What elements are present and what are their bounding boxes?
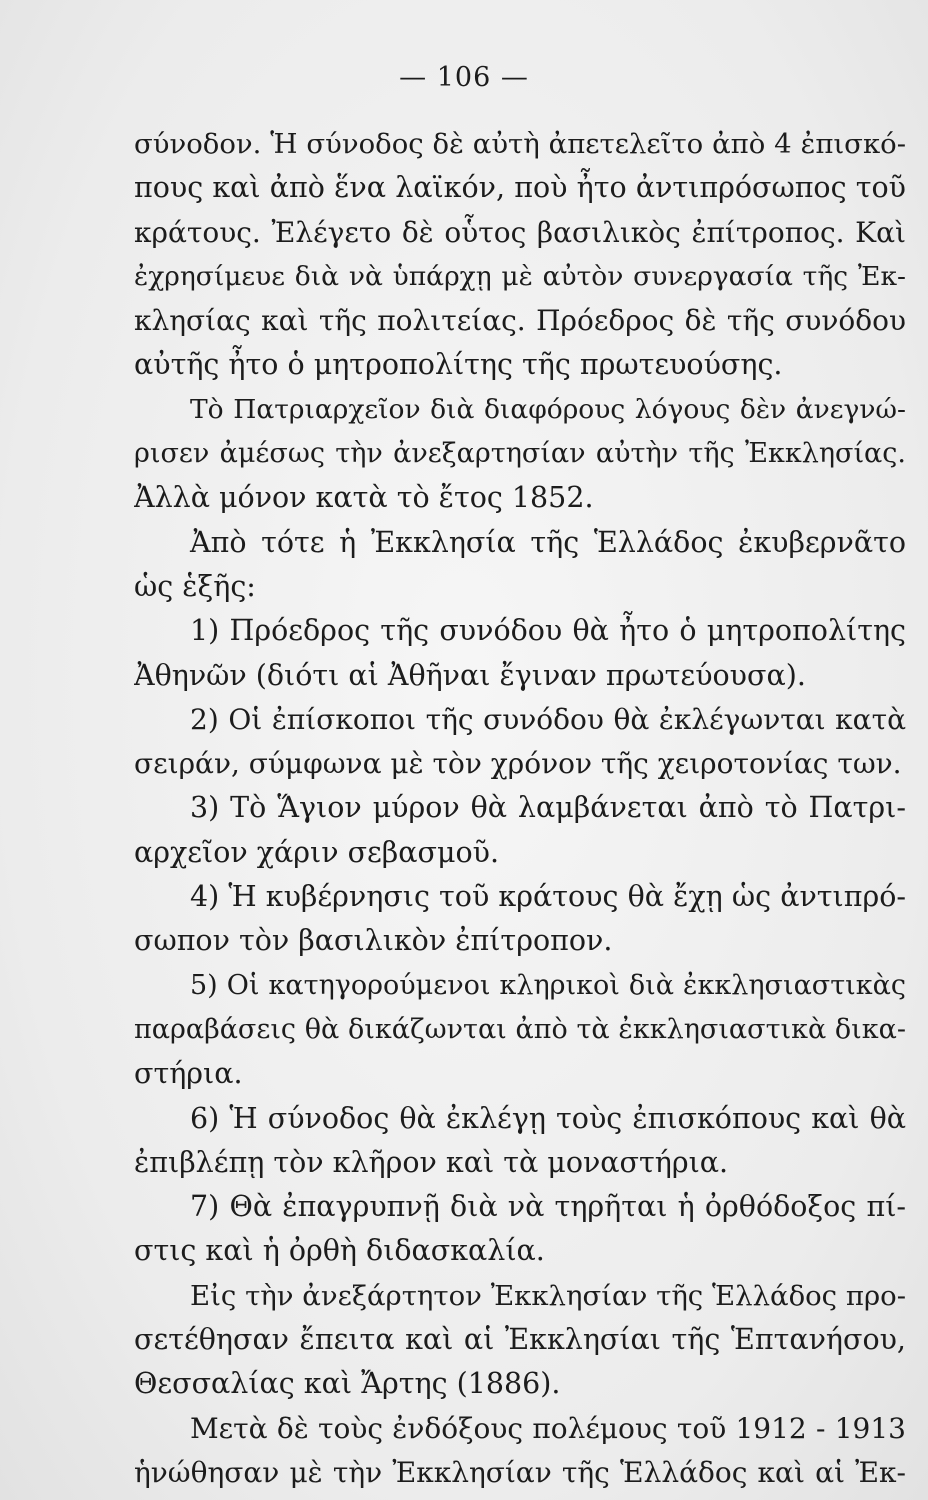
page-number: — 106 — bbox=[399, 62, 529, 93]
text-line: ἡνώθησαν μὲ τὴν Ἐκκλησίαν τῆς Ἑλλάδος καὶ αἱ Ἐκ- bbox=[134, 1455, 906, 1489]
text-line: ἐπιβλέπῃ τὸν κλῆρον καὶ τὰ μοναστήρια. bbox=[134, 1145, 729, 1179]
text-line: παραβάσεις θὰ δικάζωνται ἀπὸ τὰ ἐκκλησιαστικὰ δικα- bbox=[134, 1013, 906, 1045]
text-line: κλησίας καὶ τῆς πολιτείας. Πρόεδρος δὲ τῆς συνόδου bbox=[134, 304, 906, 338]
text-line: πους καὶ ἀπὸ ἕνα λαϊκόν, ποὺ ἦτο ἀντιπρόσωπος τοῦ bbox=[134, 171, 906, 205]
text-line: σωπον τὸν βασιλικὸν ἐπίτροπον. bbox=[134, 924, 613, 958]
text-line: Τὸ Πατριαρχεῖον διὰ διαφόρους λόγους δὲν ἀνεγνώ- bbox=[190, 393, 906, 425]
text-line: 4) Ἡ κυβέρνησις τοῦ κράτους θὰ ἔχῃ ὡς ἀντιπρό- bbox=[190, 880, 906, 914]
text-line: στις καὶ ἡ ὀρθὴ διδασκαλία. bbox=[134, 1234, 545, 1268]
text-line: 3) Τὸ Ἅγιον μύρον θὰ λαμβάνεται ἀπὸ τὸ Πατρι- bbox=[190, 791, 906, 825]
text-line: Ἀθηνῶν (διότι αἱ Ἀθῆναι ἔγιναν πρωτεύουσα). bbox=[134, 658, 806, 692]
text-line: 1) Πρόεδρος τῆς συνόδου θὰ ἦτο ὁ μητροπολίτης bbox=[190, 614, 906, 648]
text-line: 6) Ἡ σύνοδος θὰ ἐκλέγῃ τοὺς ἐπισκόπους καὶ θὰ bbox=[190, 1101, 906, 1135]
text-line: 5) Οἱ κατηγορούμενοι κληρικοὶ διὰ ἐκκλησιαστικὰς bbox=[190, 969, 906, 1001]
text-line: 7) Θὰ ἐπαγρυπνῇ διὰ νὰ τηρῆται ἡ ὀρθόδοξος πί- bbox=[190, 1190, 906, 1224]
text-line: Θεσσαλίας καὶ Ἄρτης (1886). bbox=[134, 1367, 561, 1401]
text-line: ρισεν ἀμέσως τὴν ἀνεξαρτησίαν αὐτὴν τῆς Ἐκκλησίας. bbox=[134, 438, 906, 470]
text-line: Εἰς τὴν ἀνεξάρτητον Ἐκκλησίαν τῆς Ἑλλάδος προ- bbox=[190, 1279, 906, 1312]
text-line: Ἀπὸ τότε ἡ Ἐκκλησία τῆς Ἑλλάδος ἐκυβερνᾶτο bbox=[190, 525, 906, 559]
text-line: Μετὰ δὲ τοὺς ἐνδόξους πολέμους τοῦ 1912 - 1913 bbox=[190, 1411, 906, 1445]
text-line: 2) Οἱ ἐπίσκοποι τῆς συνόδου θὰ ἐκλέγωνται κατὰ bbox=[190, 702, 906, 736]
text-line: σύνοδον. Ἡ σύνοδος δὲ αὐτὴ ἀπετελεῖτο ἀπὸ 4 ἐπισκό- bbox=[134, 128, 906, 160]
text-line: στήρια. bbox=[134, 1057, 243, 1091]
text-line: αρχεῖον χάριν σεβασμοῦ. bbox=[134, 835, 500, 869]
text-line: κράτους. Ἐλέγετο δὲ οὗτος βασιλικὸς ἐπίτροπος. Καὶ bbox=[134, 215, 906, 249]
text-line: σετέθησαν ἔπειτα καὶ αἱ Ἐκκλησίαι τῆς Ἑπτανήσου, bbox=[134, 1323, 906, 1357]
body-text bbox=[134, 122, 906, 1495]
text-line: Ἀλλὰ μόνον κατὰ τὸ ἔτος 1852. bbox=[134, 481, 594, 515]
text-line: σειράν, σύμφωνα μὲ τὸν χρόνον τῆς χειροτονίας των. bbox=[134, 747, 902, 781]
text-line: αὐτῆς ἦτο ὁ μητροπολίτης τῆς πρωτευούσης. bbox=[134, 348, 783, 382]
text-line: ἐχρησίμευε διὰ νὰ ὑπάρχῃ μὲ αὐτὸν συνεργασία τῆς Ἐκ- bbox=[134, 260, 906, 292]
text-line: ὡς ἑξῆς: bbox=[134, 569, 256, 603]
